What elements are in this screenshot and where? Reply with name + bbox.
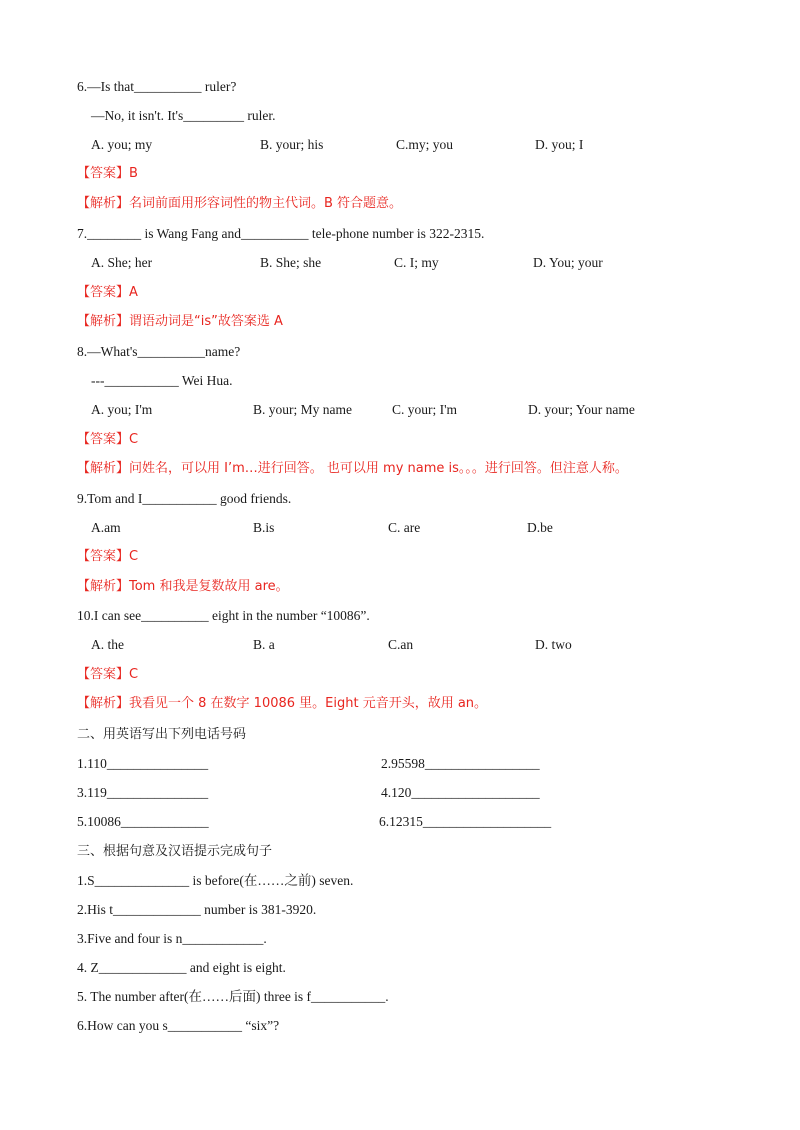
q10-stem: 10.I can see__________ eight in the number “10086”.: [77, 608, 370, 623]
section3-item-3: 3.Five and four is n____________.: [77, 931, 267, 946]
q9-answer: 【答案】C: [77, 549, 139, 564]
q8-reply: ---___________ Wei Hua.: [91, 373, 233, 388]
q9-option-d: D.be: [527, 520, 553, 535]
q9-stem: 9.Tom and I___________ good friends.: [77, 491, 292, 506]
section3-item-1: 1.S______________ is before(在……之前) seven.: [77, 873, 354, 888]
q9-option-b: B.is: [253, 520, 275, 535]
q8-stem: 8.—What's__________name?: [77, 344, 241, 359]
q6-option-b: B. your; his: [260, 137, 324, 152]
q6-option-c: C.my; you: [396, 137, 454, 152]
q7-analysis: 【解析】谓语动词是“is”故答案选 A: [77, 314, 283, 329]
q9-option-c: C. are: [388, 520, 421, 535]
q6-reply: —No, it isn't. It's_________ ruler.: [91, 108, 276, 123]
section3-title: 三、根据句意及汉语提示完成句子: [77, 844, 273, 859]
q8-option-a: A. you; I'm: [91, 402, 153, 417]
q10-option-c: C.an: [388, 637, 414, 652]
q10-analysis: 【解析】我看见一个 8 在数字 10086 里。Eight 元音开头，故用 an。: [77, 696, 488, 711]
q6-answer: 【答案】B: [77, 166, 138, 181]
section3-item-6: 6.How can you s___________ “six”?: [77, 1018, 280, 1033]
q7-option-a: A. She; her: [91, 255, 153, 270]
q6-option-a: A. you; my: [91, 137, 153, 152]
section2-item-2: 2.95598_________________: [381, 756, 540, 771]
section3-item-2: 2.His t_____________ number is 381-3920.: [77, 902, 317, 917]
q10-option-b: B. a: [253, 637, 275, 652]
q9-option-a: A.am: [91, 520, 121, 535]
q9-analysis: 【解析】Tom 和我是复数故用 are。: [77, 579, 289, 594]
section2-item-6: 6.12315___________________: [379, 814, 552, 829]
section3-item-5: 5. The number after(在……后面) three is f___________.: [77, 989, 389, 1004]
q6-option-d: D. you; I: [535, 137, 584, 152]
q10-option-a: A. the: [91, 637, 124, 652]
q7-option-d: D. You; your: [533, 255, 603, 270]
q6-analysis: 【解析】名词前面用形容词性的物主代词。B 符合题意。: [77, 196, 403, 211]
section2-item-3: 3.119_______________: [77, 785, 209, 800]
q8-option-d: D. your; Your name: [528, 402, 635, 417]
q6-stem: 6.—Is that__________ ruler?: [77, 79, 237, 94]
q10-option-d: D. two: [535, 637, 572, 652]
q8-option-c: C. your; I'm: [392, 402, 458, 417]
q8-option-b: B. your; My name: [253, 402, 352, 417]
q7-option-c: C. I; my: [394, 255, 439, 270]
section2-item-1: 1.110_______________: [77, 756, 209, 771]
section3-item-4: 4. Z_____________ and eight is eight.: [77, 960, 286, 975]
section2-title: 二、用英语写出下列电话号码: [77, 727, 247, 742]
q7-option-b: B. She; she: [260, 255, 322, 270]
q8-answer: 【答案】C: [77, 432, 139, 447]
q7-answer: 【答案】A: [77, 285, 138, 300]
section2-item-4: 4.120___________________: [381, 785, 540, 800]
q7-stem: 7.________ is Wang Fang and__________ tele-phone number is 322-2315.: [77, 226, 485, 241]
q8-analysis: 【解析】问姓名，可以用 I’m…进行回答。 也可以用 my name is。。。进行回答。但注意人称。: [77, 461, 628, 476]
q10-answer: 【答案】C: [77, 667, 139, 682]
section2-item-5: 5.10086_____________: [77, 814, 209, 829]
